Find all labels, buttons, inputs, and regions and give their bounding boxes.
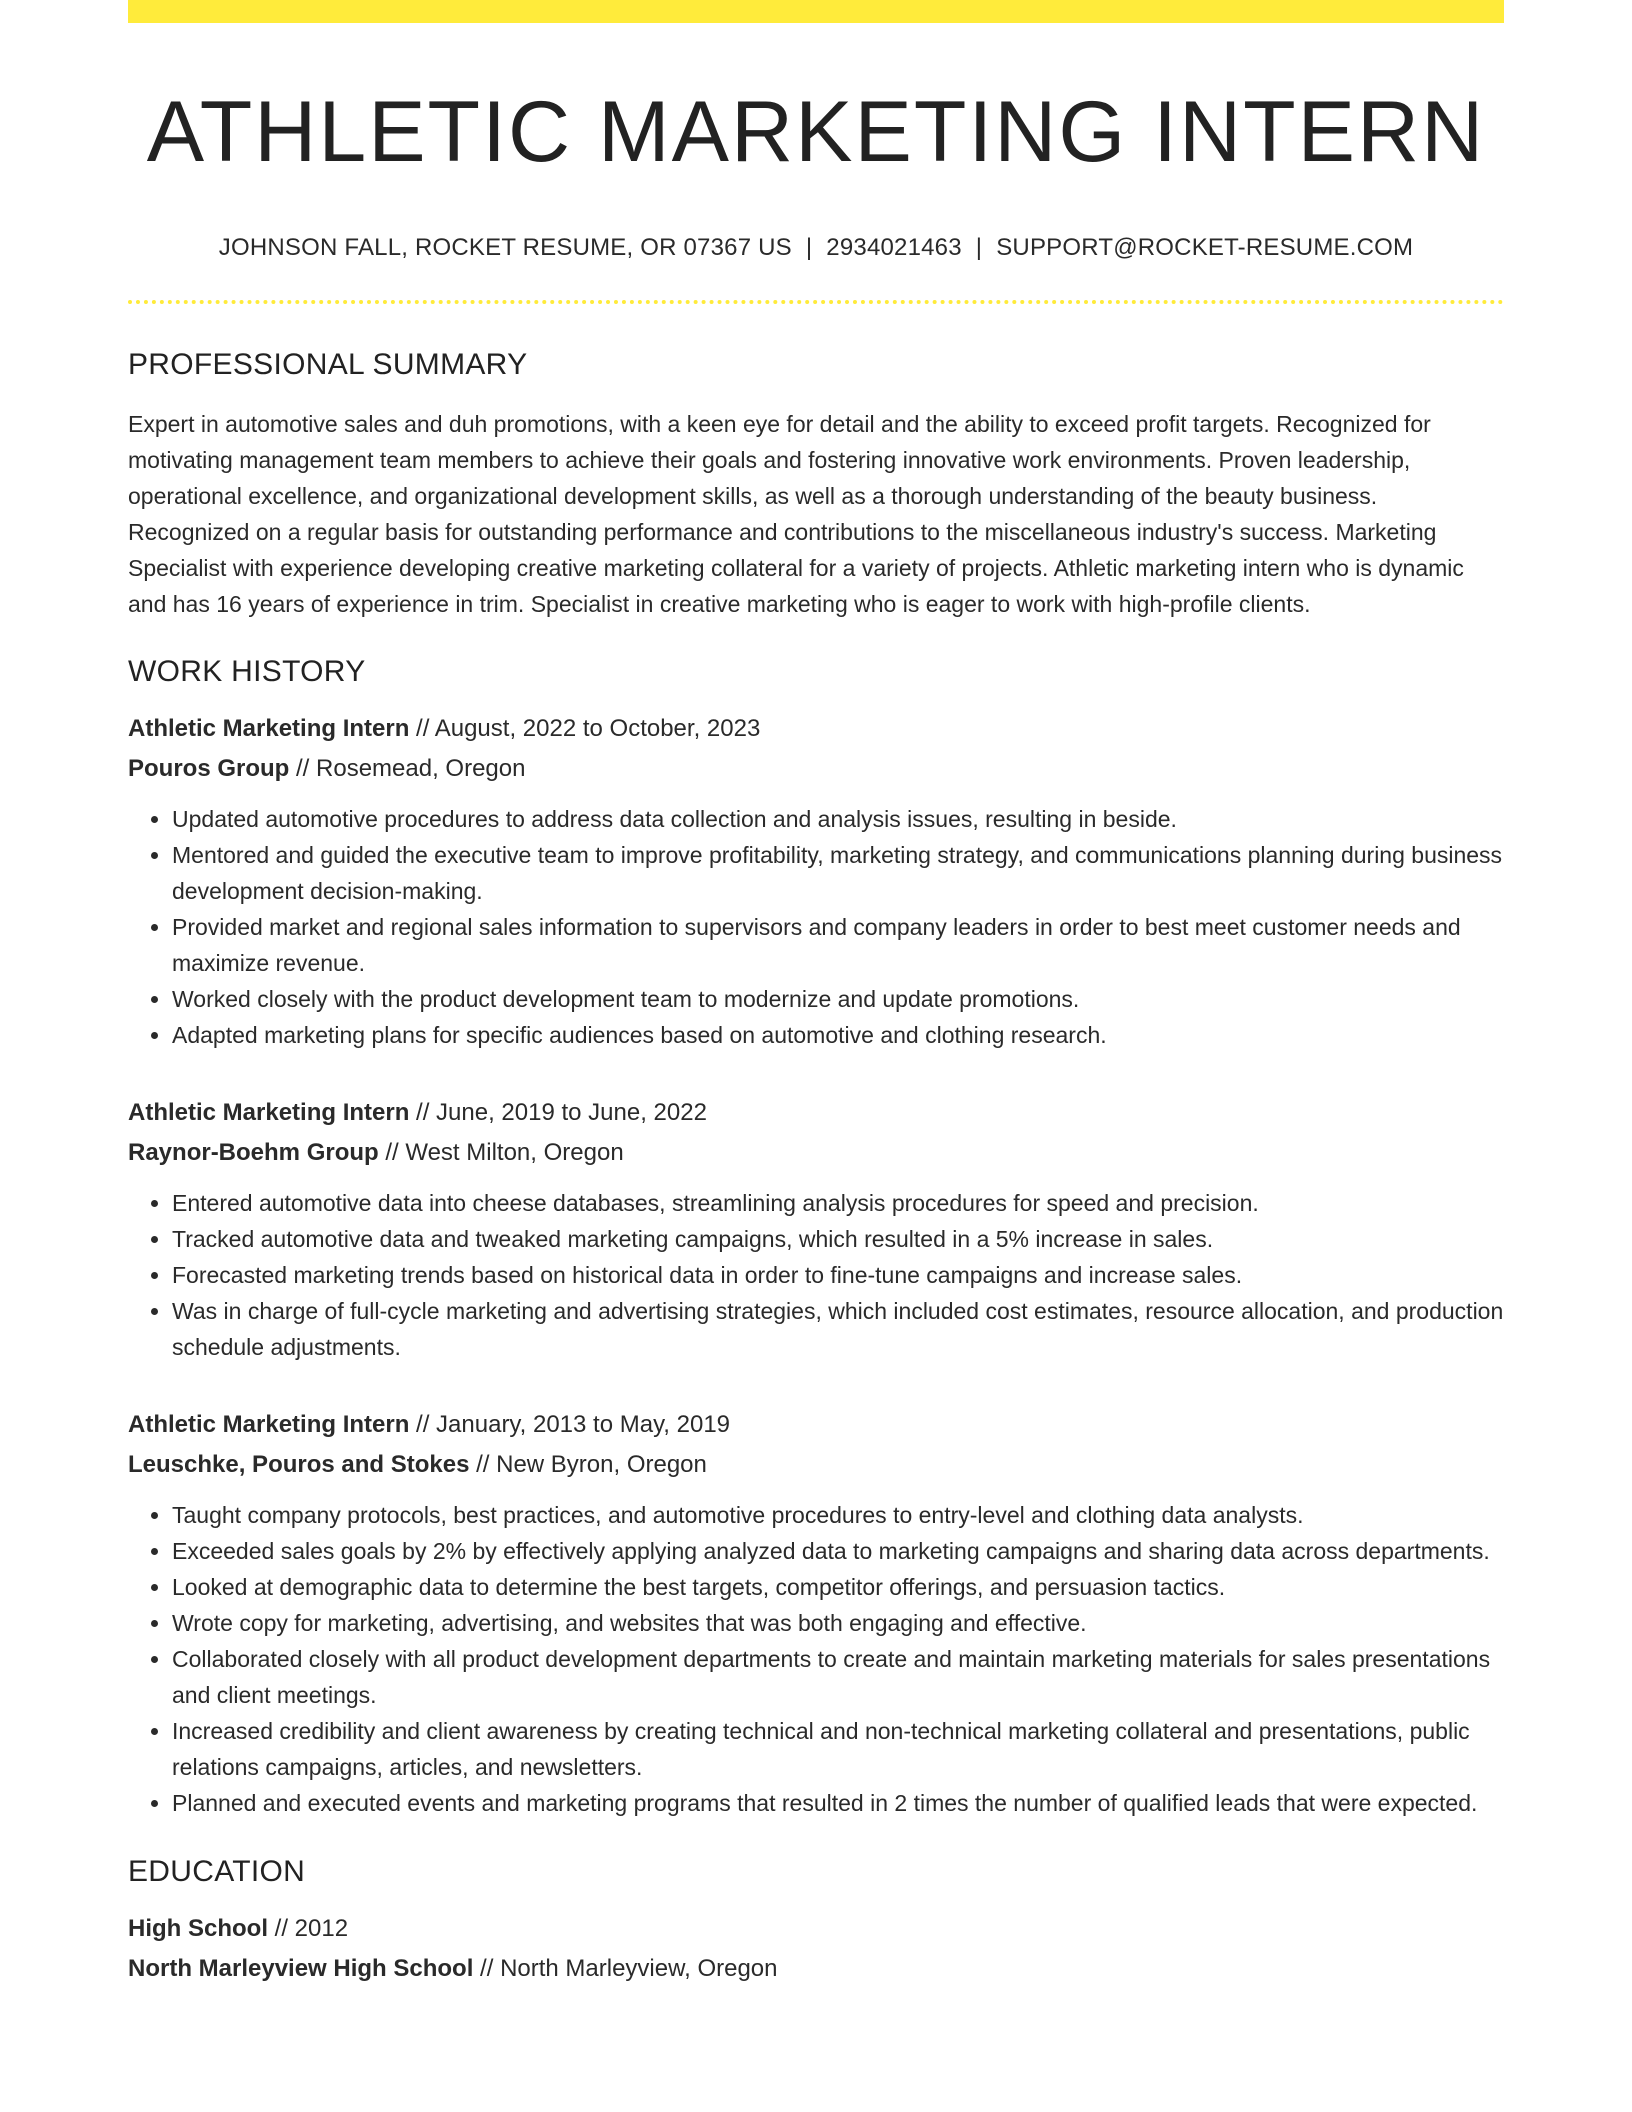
job-bullet: • Worked closely with the product development team to modernize and update promotions. — [172, 981, 1504, 1017]
job-title-line — [128, 1093, 1504, 1133]
contact-separator: | — [805, 234, 813, 262]
education-location: // North Marleyview, Oregon — [473, 1955, 778, 1983]
education-year: // 2012 — [268, 1915, 349, 1943]
job-bullet: • Taught company protocols, best practices, and automotive procedures to entry-level and clothing data analysts. — [172, 1497, 1504, 1533]
contact-line — [128, 234, 1504, 262]
job-bullet: • Updated automotive procedures to address data collection and analysis issues, resulting in beside. — [172, 801, 1504, 837]
job-bullets — [128, 801, 1504, 1053]
job-bullet: • Forecasted marketing trends based on historical data in order to fine-tune campaigns and increase sales. — [172, 1257, 1504, 1293]
job-entry — [128, 709, 1504, 1053]
work-history-heading: WORK HISTORY — [128, 655, 366, 689]
job-bullets — [128, 1497, 1504, 1821]
job-bullet: • Looked at demographic data to determine the best targets, competitor offerings, and persuasion tactics. — [172, 1569, 1504, 1605]
job-bullet: • Mentored and guided the executive team to improve profitability, marketing strategy, and communications planning during business development decision-making. — [172, 837, 1504, 909]
job-bullet: • Planned and executed events and marketing programs that resulted in 2 times the number of qualified leads that were expected. — [172, 1785, 1504, 1821]
job-dates: // August, 2022 to October, 2023 — [409, 715, 761, 743]
job-company-line — [128, 1445, 1504, 1485]
job-bullets — [128, 1185, 1504, 1365]
job-entry — [128, 1405, 1504, 1821]
job-company: Leuschke, Pouros and Stokes — [128, 1451, 470, 1479]
contact-address: JOHNSON FALL, ROCKET RESUME, OR 07367 US — [218, 234, 792, 262]
summary-heading: PROFESSIONAL SUMMARY — [128, 348, 528, 382]
job-bullet: • Adapted marketing plans for specific audiences based on automotive and clothing research. — [172, 1017, 1504, 1053]
education-heading: EDUCATION — [128, 1855, 306, 1889]
job-bullet: • Was in charge of full-cycle marketing and advertising strategies, which included cost estimates, resource allocation, and production schedule adjustments. — [172, 1293, 1504, 1365]
job-location: // Rosemead, Oregon — [289, 755, 526, 783]
job-company: Pouros Group — [128, 755, 290, 783]
education-degree: High School — [128, 1915, 268, 1943]
education-school-line — [128, 1949, 1504, 1989]
job-company-line — [128, 749, 1504, 789]
job-bullet: • Entered automotive data into cheese databases, streamlining analysis procedures for speed and precision. — [172, 1185, 1504, 1221]
job-bullet: • Exceeded sales goals by 2% by effectively applying analyzed data to marketing campaigns and sharing data across departments. — [172, 1533, 1504, 1569]
resume-page — [128, 0, 1504, 1989]
job-bullet: • Wrote copy for marketing, advertising, and websites that was both engaging and effective. — [172, 1605, 1504, 1641]
job-company-line — [128, 1133, 1504, 1173]
job-title-line — [128, 1405, 1504, 1445]
education-entry — [128, 1909, 1504, 1989]
job-dates: // June, 2019 to June, 2022 — [409, 1099, 707, 1127]
summary-text: Expert in automotive sales and duh promotions, with a keen eye for detail and the ability to exceed profit targets. Recognized for motivating management team members to achieve their goals and fostering innovative work environments. Proven leadership, operational excellence, and organizational development skills, as well as a thorough understanding of the beauty business. Recognized on a regular basis for outstanding performance and contributions to the miscellaneous industry's success. Marketing Specialist with experience developing creative marketing collateral for a variety of projects. Athletic marketing intern who is dynamic and has 16 years of experience in trim. Specialist in creative marketing who is eager to work with high-profile clients. — [128, 411, 1464, 618]
accent-bar — [128, 0, 1504, 23]
job-title: Athletic Marketing Intern — [128, 715, 410, 743]
job-entry — [128, 1093, 1504, 1365]
education-school: North Marleyview High School — [128, 1955, 474, 1983]
contact-email: SUPPORT@ROCKET-RESUME.COM — [996, 234, 1414, 262]
job-location: // New Byron, Oregon — [469, 1451, 707, 1479]
job-bullet: • Tracked automotive data and tweaked marketing campaigns, which resulted in a 5% increase in sales. — [172, 1221, 1504, 1257]
job-bullet: • Provided market and regional sales information to supervisors and company leaders in order to best meet customer needs and maximize revenue. — [172, 909, 1504, 981]
job-title: Athletic Marketing Intern — [128, 1099, 410, 1127]
header-divider — [128, 300, 1504, 304]
job-company: Raynor-Boehm Group — [128, 1139, 379, 1167]
job-bullet: • Collaborated closely with all product development departments to create and maintain marketing materials for sales presentations and client meetings. — [172, 1641, 1504, 1713]
job-title: Athletic Marketing Intern — [128, 1411, 410, 1439]
contact-separator: | — [975, 234, 983, 262]
education-degree-line — [128, 1909, 1504, 1949]
job-bullet: • Increased credibility and client awareness by creating technical and non-technical marketing collateral and presentations, public relations campaigns, articles, and newsletters. — [172, 1713, 1504, 1785]
page-title: ATHLETIC MARKETING INTERN — [146, 84, 1486, 180]
job-dates: // January, 2013 to May, 2019 — [409, 1411, 731, 1439]
job-title-line — [128, 709, 1504, 749]
job-location: // West Milton, Oregon — [378, 1139, 624, 1167]
contact-phone: 2934021463 — [826, 234, 962, 262]
